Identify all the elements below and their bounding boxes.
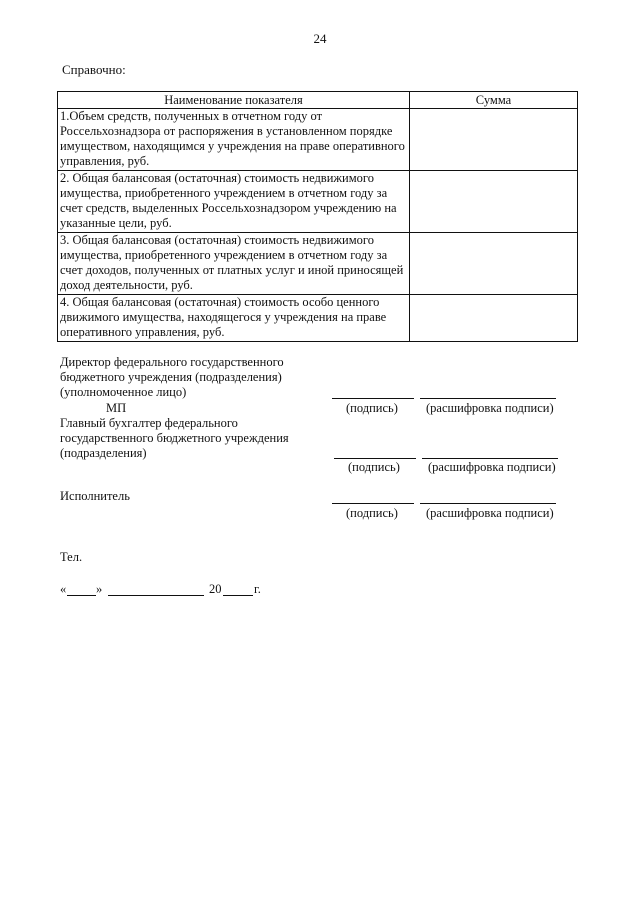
date-month-blank [108,595,204,596]
date-day-blank [67,595,96,596]
table-header-row [58,92,578,109]
executor-signature-line [332,503,414,504]
table-row [58,171,578,233]
director-signature-line [332,398,414,399]
date-open-quote: « [60,582,67,596]
table-row [58,233,578,295]
executor-decoding-line [420,503,556,504]
chief-accountant-signature-line [334,458,416,459]
sum-cell [410,109,578,171]
sum-cell [410,233,578,295]
table-row [58,295,578,342]
sum-cell [410,295,578,342]
indicators-table [57,91,578,342]
phone-label-text: Тел. [60,550,83,564]
indicator-name-cell: 1.Объем средств, полученных в отчетном году от Россельхознадзора от распоряжения в установленном порядке имуществом, находящимся у учреждения на праве оперативного управления, руб. [58,109,410,171]
director-title-line-2: бюджетного учреждения (подразделения) [60,370,282,384]
page-number: 24 [313,31,327,46]
indicator-name-cell: 3. Общая балансовая (остаточная) стоимость недвижимого имущества, приобретенного учреждением в отчетном году за счет доходов, полученных от платных услуг и иной приносящей доход деятельности, руб. [58,233,410,295]
director-decoding-caption: (расшифровка подписи) [426,401,554,415]
date-year-suffix: г. [254,582,261,596]
executor-signature-caption: (подпись) [346,506,398,520]
director-signature-caption: (подпись) [346,401,398,415]
date-year-prefix: 20 [209,582,222,596]
column-header-indicator: Наименование показателя [58,92,410,109]
reference-label: Справочно: [62,62,126,77]
executor-decoding-caption: (расшифровка подписи) [426,506,554,520]
executor-label: Исполнитель [60,489,130,503]
table-row [58,109,578,171]
chief-accountant-title-line-2: государственного бюджетного учреждения [60,431,289,445]
date-year-blank [223,595,253,596]
director-title-line-1: Директор федерального государственного [60,355,284,369]
director-title-line-3: (уполномоченное лицо) [60,385,187,399]
chief-accountant-title-line-3: (подразделения) [60,446,147,460]
column-header-sum: Сумма [410,92,578,109]
sum-cell [410,171,578,233]
chief-accountant-decoding-caption: (расшифровка подписи) [428,460,556,474]
director-decoding-line [420,398,556,399]
chief-accountant-signature-caption: (подпись) [348,460,400,474]
indicator-name-cell: 2. Общая балансовая (остаточная) стоимость недвижимого имущества, приобретенного учреждением в отчетном году за счет средств, выделенных Россельхознадзором учреждению на указанные цели, руб. [58,171,410,233]
indicator-name-cell: 4. Общая балансовая (остаточная) стоимость особо ценного движимого имущества, находящегося у учреждения на праве оперативного управления, руб. [58,295,410,342]
chief-accountant-title-line-1: Главный бухгалтер федерального [60,416,238,430]
seal-mark: МП [106,401,127,415]
chief-accountant-decoding-line [422,458,558,459]
date-close-quote: » [96,582,103,596]
